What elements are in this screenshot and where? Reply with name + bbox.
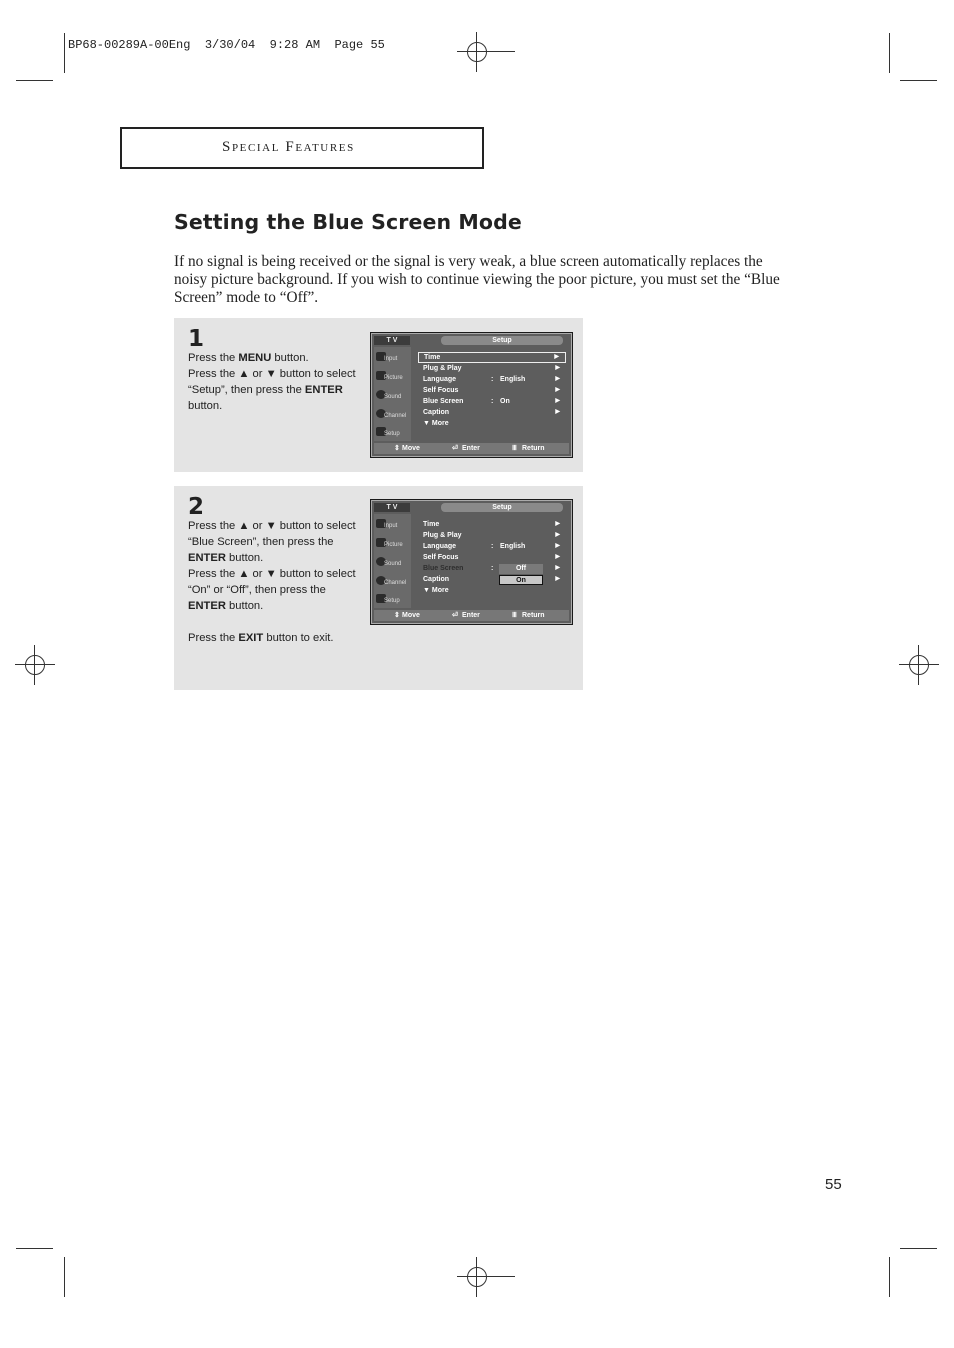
arrow-right-icon: ▶ (555, 387, 560, 393)
osd-row-self-focus: Self Focus ▶ (423, 554, 560, 561)
osd-row-language: Language : English ▶ (423, 543, 560, 550)
arrow-right-icon: ▶ (555, 554, 560, 560)
tv-osd-screen (370, 332, 573, 458)
osd-row-self-focus: Self Focus ▶ (423, 387, 560, 394)
crop-mark (16, 1248, 53, 1249)
step-2-instructions (188, 518, 366, 646)
arrow-right-icon: ▶ (555, 365, 560, 371)
osd-row-caption: Caption ▶ (423, 576, 560, 583)
osd-row-more: ▼ More (423, 587, 449, 594)
intro-paragraph: If no signal is being received or the signal is very weak, a blue screen automatically replaces the noisy picture background. If you wish to continue viewing the poor picture, you must set the “Blue Screen” mode to “Off”. (174, 253, 780, 306)
instruction-line: Press the ▲ or ▼ button to select “Setup”, then press the ENTER button. (188, 368, 356, 412)
osd-side-setup: Setup (374, 424, 411, 442)
osd-side-sound: Sound (374, 387, 411, 405)
osd-option-on: On (499, 575, 543, 585)
arrow-right-icon: ▶ (555, 376, 560, 382)
section-label: Special Features (222, 139, 355, 155)
arrow-right-icon: ▶ (555, 409, 560, 415)
return-icon: Ⅲ (512, 612, 517, 619)
instruction-line: Press the EXIT button to exit. (188, 632, 334, 644)
move-icon: ⇕ (394, 612, 400, 619)
osd-side-input: Input (374, 349, 411, 367)
step-1-panel (174, 318, 583, 472)
osd-row-time: Time ▶ (418, 352, 566, 363)
osd-side-picture: Picture (374, 535, 411, 553)
arrow-right-icon: ▶ (555, 576, 560, 582)
move-icon: ⇕ (394, 445, 400, 452)
osd-menu-title: Setup (441, 336, 563, 345)
osd-sidebar (374, 514, 411, 608)
osd-row-more: ▼ More (423, 420, 449, 427)
arrow-right-icon: ▶ (555, 565, 560, 571)
enter-icon: ⏎ (452, 612, 458, 619)
osd-side-picture: Picture (374, 368, 411, 386)
osd-footer: ⇕ Move ⏎ Enter Ⅲ Return (374, 610, 569, 621)
arrow-right-icon: ▶ (555, 521, 560, 527)
crop-mark (64, 1257, 65, 1297)
osd-side-channel: Channel (374, 406, 411, 424)
osd-footer: ⇕ Move ⏎ Enter Ⅲ Return (374, 443, 569, 454)
osd-row-plug-play: Plug & Play ▶ (423, 365, 560, 372)
osd-tv-tab: T V (374, 336, 410, 345)
step-number: 1 (188, 326, 205, 352)
return-icon: Ⅲ (512, 445, 517, 452)
step-number: 2 (188, 494, 205, 520)
osd-option-off: Off (499, 564, 543, 574)
arrow-right-icon: ▶ (555, 543, 560, 549)
osd-row-language: Language : English ▶ (423, 376, 560, 383)
osd-tv-tab: T V (374, 503, 410, 512)
osd-row-blue-screen: Blue Screen : On ▶ (423, 398, 560, 405)
crop-mark (900, 80, 937, 81)
osd-row-time: Time ▶ (423, 521, 560, 528)
registration-mark-icon (15, 645, 55, 685)
print-slug: BP68-00289A-00Eng 3/30/04 9:28 AM Page 55 (68, 38, 385, 52)
osd-side-setup: Setup (374, 591, 411, 609)
osd-side-input: Input (374, 516, 411, 534)
registration-mark-icon (899, 645, 939, 685)
section-header (120, 127, 484, 169)
osd-side-channel: Channel (374, 573, 411, 591)
arrow-right-icon: ▶ (555, 532, 560, 538)
osd-sidebar (374, 347, 411, 441)
enter-icon: ⏎ (452, 445, 458, 452)
registration-mark-icon (457, 1257, 497, 1297)
crop-mark (16, 80, 53, 81)
crop-mark (889, 1257, 890, 1297)
osd-side-sound: Sound (374, 554, 411, 572)
arrow-right-icon: ▶ (555, 398, 560, 404)
instruction-line: Press the MENU button. (188, 352, 309, 364)
crop-mark (889, 33, 890, 73)
registration-mark-icon (457, 32, 497, 72)
osd-row-blue-screen: Blue Screen : ▶ (423, 565, 560, 572)
crop-mark (900, 1248, 937, 1249)
osd-row-caption: Caption ▶ (423, 409, 560, 416)
instruction-line: Press the ▲ or ▼ button to select “On” or “Off”, then press the ENTER button. (188, 568, 356, 612)
step-1-instructions (188, 350, 366, 414)
page-number: 55 (825, 1176, 842, 1193)
crop-mark (64, 33, 65, 73)
osd-menu-title: Setup (441, 503, 563, 512)
arrow-right-icon: ▶ (554, 354, 559, 360)
instruction-line: Press the ▲ or ▼ button to select “Blue Screen”, then press the ENTER button. (188, 520, 356, 564)
osd-row-plug-play: Plug & Play ▶ (423, 532, 560, 539)
step-2-panel (174, 486, 583, 690)
page-title: Setting the Blue Screen Mode (174, 210, 522, 234)
tv-osd-screen (370, 499, 573, 625)
